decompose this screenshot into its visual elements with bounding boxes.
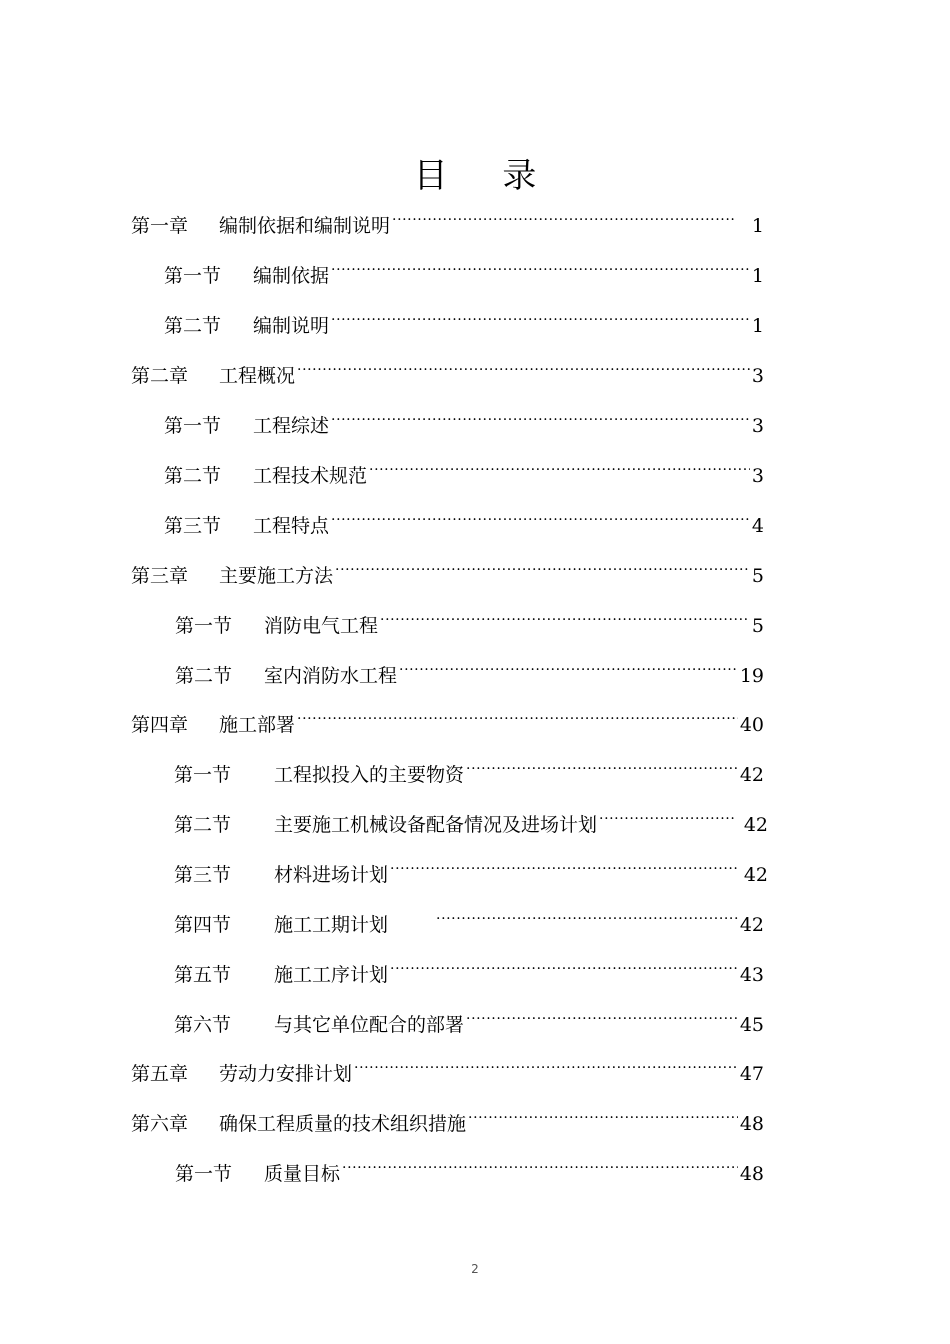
toc-entry-number: 第一节: [175, 1163, 233, 1185]
toc-entry-number: 第四章: [131, 714, 189, 736]
toc-entry-page: 3: [751, 365, 764, 387]
toc-entry-title: 施工工序计划: [274, 964, 389, 986]
toc-entry-title: 工程特点: [253, 515, 330, 537]
toc-entry-number: 第三章: [131, 565, 189, 587]
toc-entry-page: 3: [751, 465, 764, 487]
toc-entry-page: 42: [739, 914, 764, 936]
toc-entry-title: 消防电气工程: [264, 615, 379, 637]
toc-entry-number: 第一章: [131, 215, 189, 237]
toc-entry-title: 室内消防水工程: [264, 665, 398, 687]
toc-entry-page: 3: [751, 415, 764, 437]
toc-entry-title: 主要施工机械设备配备情况及进场计划: [274, 814, 598, 836]
toc-leader-dots: [331, 410, 750, 430]
toc-entry[interactable]: [164, 412, 764, 440]
toc-entry-number: 第二章: [131, 365, 189, 387]
toc-entry[interactable]: [131, 1060, 764, 1088]
toc-entry-number: 第三节: [164, 515, 222, 537]
toc-leader-dots: [390, 859, 738, 879]
toc-leader-dots: [399, 660, 738, 680]
toc-entry-page: 19: [739, 665, 764, 687]
toc-entry-page: 42: [743, 864, 768, 886]
toc-entry-title: 与其它单位配合的部署: [274, 1014, 465, 1036]
page-number: 2: [471, 1262, 479, 1276]
toc-entry-title: 施工部署: [219, 714, 296, 736]
toc-entry-title: 编制说明: [253, 315, 330, 337]
toc-entry-page: 45: [739, 1014, 764, 1036]
toc-title: 目 录: [413, 156, 559, 196]
toc-entry[interactable]: [175, 612, 764, 640]
toc-leader-dots: [466, 759, 738, 779]
toc-entry-page: 5: [751, 615, 764, 637]
toc-entry-title: 工程概况: [219, 365, 296, 387]
toc-leader-dots: [599, 809, 736, 829]
toc-entry[interactable]: [174, 811, 768, 839]
toc-entry[interactable]: [131, 362, 764, 390]
toc-entry[interactable]: [174, 761, 764, 789]
toc-entry[interactable]: [174, 961, 764, 989]
toc-leader-dots: [297, 709, 738, 729]
toc-entry-page: 40: [739, 714, 764, 736]
toc-entry[interactable]: [175, 662, 764, 690]
toc-entry-title: 工程拟投入的主要物资: [274, 764, 465, 786]
toc-entry-page: 42: [743, 814, 768, 836]
toc-entry-title: 编制依据和编制说明: [219, 215, 391, 237]
toc-entry-title: 确保工程质量的技术组织措施: [219, 1113, 467, 1135]
toc-entry-title: 工程技术规范: [253, 465, 368, 487]
toc-leader-dots: [331, 260, 750, 280]
toc-entry[interactable]: [164, 262, 764, 290]
toc-entry[interactable]: [164, 512, 764, 540]
toc-leader-dots: [342, 1158, 738, 1178]
toc-entry[interactable]: [174, 911, 764, 939]
toc-entry-number: 第五章: [131, 1063, 189, 1085]
toc-entry-page: 4: [751, 515, 764, 537]
toc-entry-page: 48: [739, 1163, 764, 1185]
toc-leader-dots: [331, 510, 750, 530]
toc-leader-dots: [436, 909, 738, 929]
toc-leader-dots: [468, 1108, 738, 1128]
toc-entry[interactable]: [131, 562, 764, 590]
toc-entry-title: 主要施工方法: [219, 565, 334, 587]
toc-leader-dots: [392, 210, 736, 230]
toc-entry[interactable]: [131, 1110, 764, 1138]
toc-entry-page: 1: [751, 215, 764, 237]
toc-leader-dots: [369, 460, 750, 480]
toc-entry-number: 第二节: [175, 665, 233, 687]
toc-entry-number: 第三节: [174, 864, 232, 886]
toc-entry-page: 1: [751, 265, 764, 287]
toc-entry-page: 1: [751, 315, 764, 337]
toc-entry-number: 第四节: [174, 914, 232, 936]
toc-entry-title: 材料进场计划: [274, 864, 389, 886]
toc-entry-title: 工程综述: [253, 415, 330, 437]
toc-entry-page: 43: [739, 964, 764, 986]
toc-entry-number: 第六节: [174, 1014, 232, 1036]
toc-entry-page: 47: [739, 1063, 764, 1085]
toc-entry-title: 质量目标: [264, 1163, 341, 1185]
toc-entry-page: 42: [739, 764, 764, 786]
toc-entry-title: 施工工期计划: [274, 914, 389, 936]
toc-entry[interactable]: [175, 1160, 764, 1188]
toc-entry[interactable]: [164, 462, 764, 490]
toc-entry[interactable]: [174, 861, 768, 889]
toc-entry-page: 48: [739, 1113, 764, 1135]
toc-leader-dots: [335, 560, 750, 580]
toc-leader-dots: [331, 310, 750, 330]
toc-entry-number: 第六章: [131, 1113, 189, 1135]
toc-leader-dots: [466, 1009, 738, 1029]
toc-leader-dots: [380, 610, 750, 630]
toc-entry[interactable]: [131, 711, 764, 739]
toc-entry-number: 第一节: [175, 615, 233, 637]
toc-leader-dots: [354, 1058, 738, 1078]
toc-leader-dots: [390, 959, 738, 979]
toc-entry-title: 编制依据: [253, 265, 330, 287]
toc-entry[interactable]: [131, 212, 764, 240]
toc-entry-title: 劳动力安排计划: [219, 1063, 353, 1085]
toc-entry-number: 第二节: [164, 465, 222, 487]
toc-leader-dots: [297, 360, 750, 380]
toc-entry-number: 第二节: [164, 315, 222, 337]
toc-entry-number: 第一节: [174, 764, 232, 786]
toc-entry-page: 5: [751, 565, 764, 587]
toc-entry[interactable]: [174, 1011, 764, 1039]
toc-entry-number: 第一节: [164, 415, 222, 437]
toc-entry-number: 第二节: [174, 814, 232, 836]
toc-entry-number: 第一节: [164, 265, 222, 287]
toc-entry-number: 第五节: [174, 964, 232, 986]
toc-entry[interactable]: [164, 312, 764, 340]
